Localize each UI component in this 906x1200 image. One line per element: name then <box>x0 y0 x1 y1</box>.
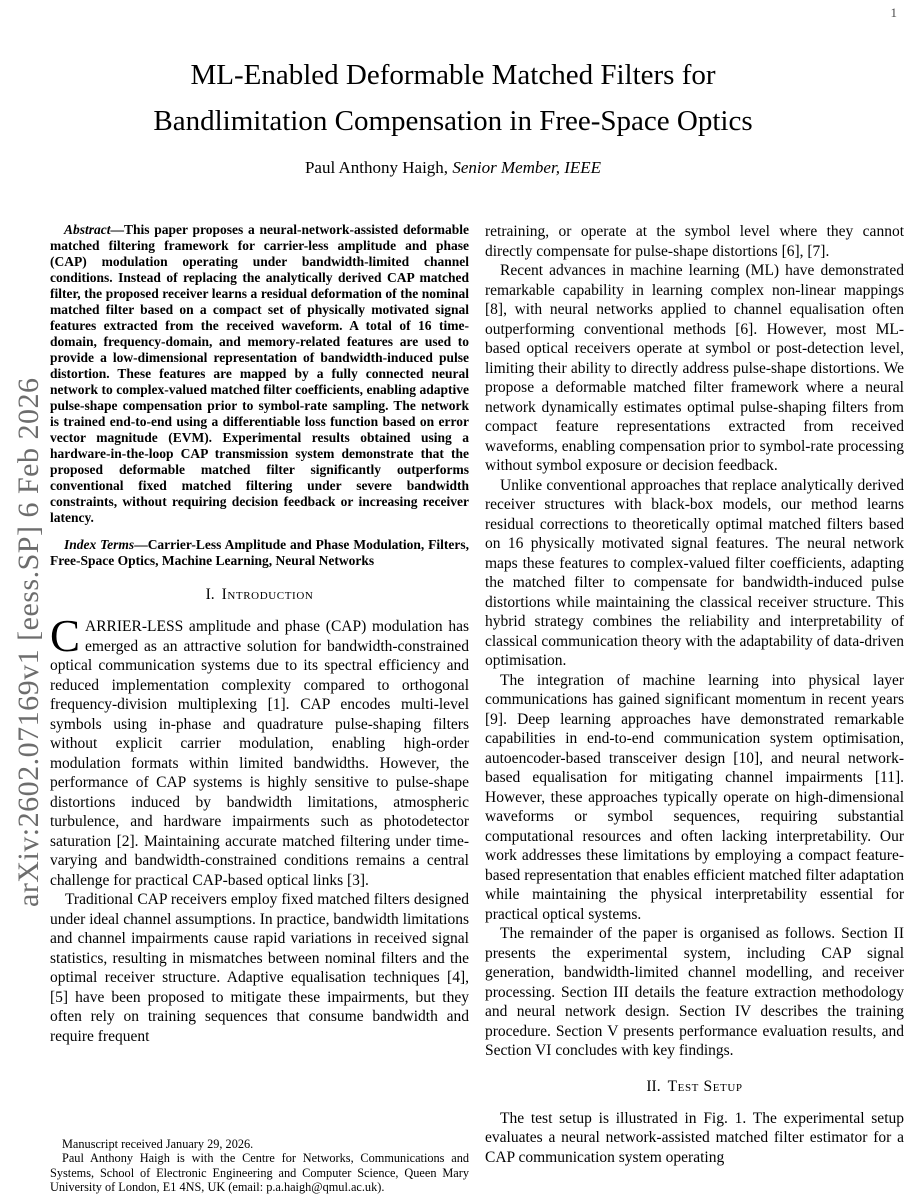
paper-header <box>0 0 906 178</box>
drop-cap: C <box>50 611 81 661</box>
arxiv-watermark: arXiv:2602.07169v1 [eess.SP] 6 Feb 2026 <box>12 377 45 907</box>
section-heading-introduction <box>50 586 469 604</box>
abstract-label: Abstract <box>64 222 111 237</box>
section-title: Introduction <box>221 586 314 603</box>
section-heading-test-setup <box>485 1078 904 1096</box>
index-terms-label: Index Terms <box>64 537 135 552</box>
paragraph-ml-integration: The integration of machine learning into physical layer communications has gained significant momentum in recent years [9]. Deep learning approaches have demonstrated remarkable capabilities in end-to-end communication system optimisation, autoencoder-based transceiver design [10], and neural network-based equalisation for mitigating channel impairments [11]. However, these approaches typically operate on high-dimensional waveforms or symbol sequences, requiring substantial computational resources and often lacking interpretability. Our work addresses these limitations by employing a compact feature-based representation that enables efficient matched filter adaptation while maintaining the physical interpretability essential for practical optical systems. <box>485 671 904 923</box>
section-number: I. <box>205 586 215 603</box>
paper-title-line-2: Bandlimitation Compensation in Free-Space Optics <box>153 105 753 137</box>
paper-title-line-1: ML-Enabled Deformable Matched Filters for <box>190 59 716 91</box>
paragraph-test-setup: The test setup is illustrated in Fig. 1. The experimental setup evaluates a neural network-assisted matched filter estimator for a CAP communication system operating <box>485 1109 904 1166</box>
section-title: Test Setup <box>667 1077 743 1095</box>
abstract-paragraph <box>50 222 469 526</box>
section-number: II. <box>646 1077 661 1095</box>
author-byline <box>0 158 906 178</box>
paragraph-unlike-conventional: Unlike conventional approaches that replace analytically derived receiver structures with black-box models, our method learns residual corrections to theoretically optimal matched filters based on 16 physically motivated signal features. The neural network maps these features to complex-valued filter coefficients, adapting the matched filter to compensate for bandwidth-induced pulse distortions while maintaining the classical receiver structure. This hybrid strategy combines the reliability and interpretability of classical communication theory with the adaptability of data-driven optimisation. <box>485 476 904 669</box>
footnote-author-affiliation: Paul Anthony Haigh is with the Centre for Networks, Communications and Systems, School of Electronic Engineering and Computer Science, Queen Mary University of London, E1 4NS, UK (email: p.a.haigh@qmul.ac.uk). <box>50 1151 469 1195</box>
intro-paragraph-2: Traditional CAP receivers employ fixed matched filters designed under ideal channel assumptions. In practice, bandwidth limitations and channel impairments cause rapid variations in received signal statistics, resulting in mismatches between nominal filters and the optimal receiver structure. Adaptive equalisation techniques [4], [5] have been proposed to mitigate these impairments, but they often rely on training sequences that consume bandwidth and require frequent <box>50 891 469 1045</box>
paper-title <box>0 52 906 144</box>
two-column-body <box>0 222 906 1195</box>
index-terms-text: —Carrier-Less Amplitude and Phase Modulation, Filters, Free-Space Optics, Machine Learning, Neural Networks <box>50 537 469 568</box>
page-number: 1 <box>890 5 897 20</box>
intro-paragraph-1 <box>50 611 469 890</box>
index-terms-paragraph <box>50 537 469 569</box>
paragraph-paper-outline: The remainder of the paper is organised as follows. Section II presents the experimental system, including CAP signal generation, bandwidth-limited channel modelling, and receiver processing. Section III details the feature extraction methodology and neural network design. Section IV describes the training procedure. Section V presents performance evaluation results, and Section VI concludes with key findings. <box>485 925 904 1059</box>
abstract-text: —This paper proposes a neural-network-assisted deformable matched filtering framework for carrier-less amplitude and phase (CAP) modulation operating under bandwidth-limited channel conditions. Instead of replacing the analytically derived CAP matched filter, the proposed receiver learns a residual deformation of the nominal matched filter based on a compact set of physically motivated signal features extracted from the received waveform. A total of 16 time-domain, frequency-domain, and memory-related features are used to provide a low-dimensional representation of bandwidth-induced pulse distortion. These features are mapped by a fully connected neural network to complex-valued matched filter coefficients, enabling adaptive pulse-shape compensation prior to symbol-rate sampling. The network is trained end-to-end using a differentiable loss function based on error vector magnitude (EVM). Experimental results obtained using a hardware-in-the-loop CAP transmission system demonstrate that the proposed deformable matched filter significantly outperforms conventional fixed matched filtering under severe bandwidth constraints, without requiring decision feedback or increasing receiver latency. <box>50 222 469 525</box>
lead-in-caps: ARRIER-LESS <box>85 618 184 635</box>
first-page-footnote <box>50 1131 469 1195</box>
paragraph-continuation: retraining, or operate at the symbol level where they cannot directly compensate for pulse-shape distortions [6], [7]. <box>485 223 904 260</box>
paragraph-ml-advances: Recent advances in machine learning (ML) have demonstrated remarkable capability in learning complex non-linear mappings [8], with neural networks applied to channel equalisation often outperforming conventional methods [6]. However, most ML-based optical receivers operate at symbol or post-detection level, limiting their ability to directly address pulse-shape distortions. We propose a deformable matched filter framework where a neural network dynamically estimates optimal pulse-shaping filters from compact feature representations extracted from received waveforms, enabling compensation prior to symbol-rate processing without symbol exposure or decision feedback. <box>485 262 904 474</box>
author-name: Paul Anthony Haigh, <box>304 158 453 177</box>
author-membership: Senior Member, IEEE <box>452 158 602 177</box>
intro-paragraph-1-text: amplitude and phase (CAP) modulation has emerged as an attractive solution for bandwidth-constrained optical communication systems due to its spectral efficiency and reduced implementation complexity compared to orthogonal frequency-division multiplexing [1]. CAP encodes multi-level symbols using in-phase and quadrature pulse-shaping filters without explicit carrier modulation, enabling high-order modulation formats within limited bandwidths. However, the performance of CAP systems is highly sensitive to pulse-shape distortions induced by bandwidth limitations, atmospheric turbulence, and hardware impairments such as photodetector saturation [2]. Maintaining accurate matched filtering under time-varying and bandwidth-constrained conditions remains a central challenge for practical CAP-based optical links [3]. <box>50 618 469 889</box>
right-column <box>485 222 904 1195</box>
left-column <box>50 222 469 1195</box>
footnote-manuscript-received: Manuscript received January 29, 2026. <box>62 1136 254 1151</box>
